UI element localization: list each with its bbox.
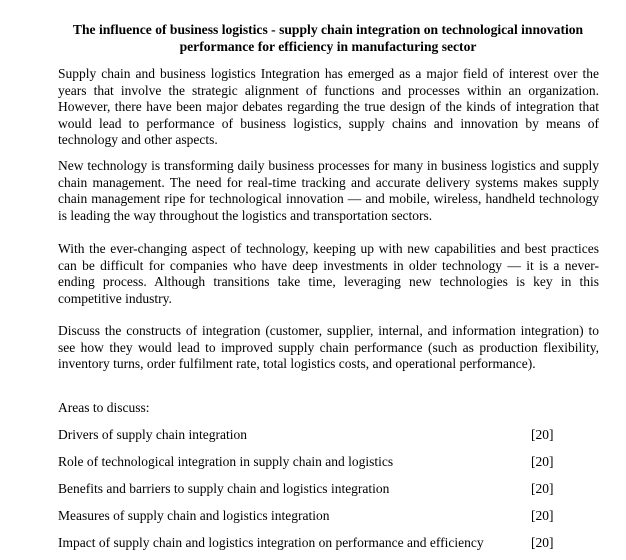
area-item-text: Measures of supply chain and logistics integration — [58, 508, 330, 523]
area-item-marks: [20] — [531, 508, 554, 523]
area-item-text: Impact of supply chain and logistics integration on performance and efficiency — [58, 535, 484, 550]
area-item-marks: [20] — [531, 427, 554, 442]
area-item-technological-role — [58, 453, 558, 470]
area-item-benefits-barriers — [58, 480, 558, 497]
area-item-marks: [20] — [531, 535, 554, 550]
area-item-drivers — [58, 426, 558, 443]
area-item-text: Role of technological integration in supply chain and logistics — [58, 454, 394, 469]
paragraph-changing-technology: With the ever-changing aspect of technology, keeping up with new capabilities and best practices can be difficult for companies who have deep investments in older technology — it is a never-ending process. Although transitions take time, leveraging new technologies is key in this competitive industry. — [58, 241, 599, 306]
paragraph-new-technology: New technology is transforming daily business processes for many in business logistics and supply chain management. The need for real-time tracking and accurate delivery systems makes supply chain management ripe for technological innovation — and mobile, wireless, handheld technology is leading the way throughout the logistics and transportation sectors. — [58, 158, 599, 223]
area-item-marks: [20] — [531, 481, 554, 496]
area-item-impact — [58, 534, 558, 551]
area-item-text: Benefits and barriers to supply chain and logistics integration — [58, 481, 390, 496]
area-item-text: Drivers of supply chain integration — [58, 427, 247, 442]
paragraph-integration-intro: Supply chain and business logistics Integration has emerged as a major field of interest over the years that involve the strategic alignment of functions and processes within an organization. However, there have been major debates regarding the true design of the kinds of integration that would lead to performance of business logistics, supply chains and innovation by means of technology and other aspects. — [58, 66, 599, 147]
area-item-marks: [20] — [531, 454, 554, 469]
document-title: The influence of business logistics - supply chain integration on technological innovation performance for efficiency in manufacturing sector — [72, 22, 584, 54]
paragraph-discuss-constructs: Discuss the constructs of integration (customer, supplier, internal, and information integration) to see how they would lead to improved supply chain performance (such as production flexibility, inventory turns, order fulfilment rate, total logistics costs, and operational performance). — [58, 323, 599, 371]
areas-heading: Areas to discuss: — [58, 400, 150, 415]
area-item-measures — [58, 507, 558, 524]
